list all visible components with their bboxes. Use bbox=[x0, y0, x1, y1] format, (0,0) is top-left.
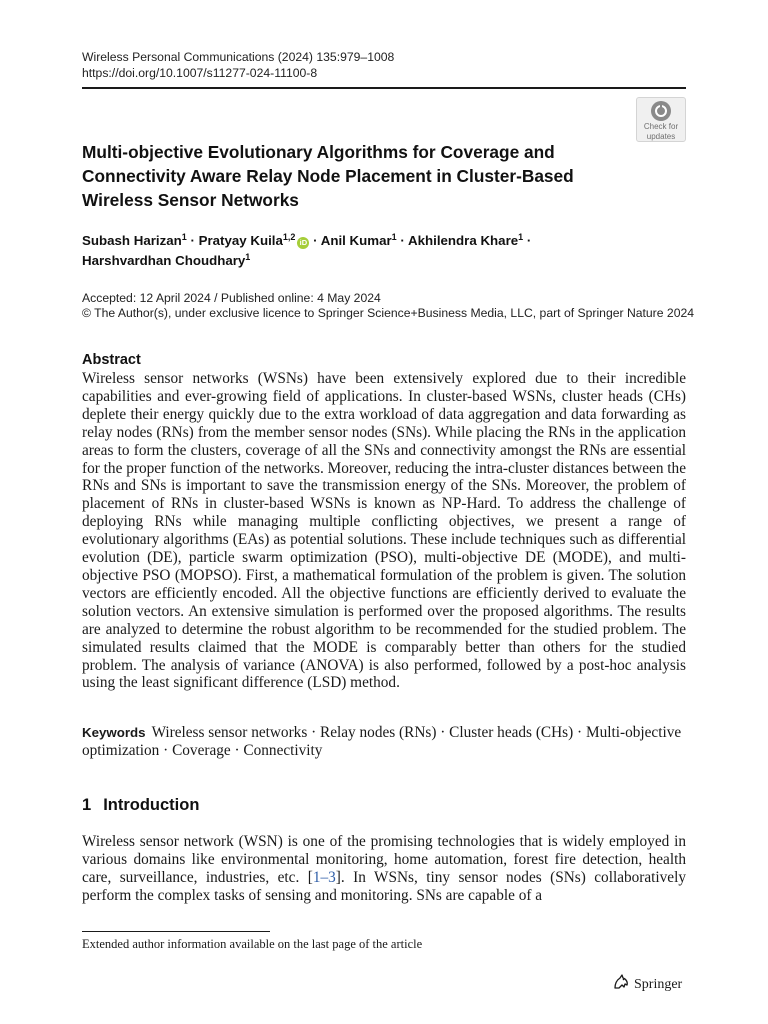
keywords-list: Wireless sensor networks · Relay nodes (RNs) · Cluster heads (CHs) · Multi-objective optimization · Coverage · Connectivity bbox=[82, 724, 682, 759]
author-affiliation: 1 bbox=[245, 252, 251, 262]
author-name: Subash Harizan bbox=[82, 233, 182, 248]
copyright-notice: © The Author(s), under exclusive licence to Springer Science+Business Media, LLC, part of Springer Nature 2024 bbox=[82, 306, 695, 320]
publication-dates: Accepted: 12 April 2024 / Published online: 4 May 2024 bbox=[82, 291, 381, 305]
header-rule bbox=[82, 87, 686, 89]
author-list bbox=[82, 231, 682, 271]
author-separator: · bbox=[313, 233, 321, 248]
section-heading bbox=[82, 795, 199, 815]
footnote-rule bbox=[82, 931, 270, 932]
citation-link[interactable]: 1–3 bbox=[312, 869, 336, 886]
keywords bbox=[82, 724, 686, 760]
badge-label-line2: updates bbox=[646, 132, 676, 141]
intro-text-end: ]. In WSNs, tiny sensor nodes (SNs) collaboratively perform the complex tasks of sensing and monitoring. SNs are capable of a bbox=[82, 869, 686, 904]
author-affiliation: 1 bbox=[518, 232, 524, 242]
author-affiliation: 1,2 bbox=[282, 232, 296, 242]
abstract-text: Wireless sensor networks (WSNs) have been extensively explored due to their incredible capabilities and ever-growing field of applications. In cluster-based WSNs, cluster heads (CHs) deplete their energy quickly due to the extra workload of data aggregation and data forwarding as relay nodes (RNs) from the member sensor nodes (SNs). While placing the RNs in the application areas to form the clusters, coverage of all the SNs and connectivity amongst the RNs are essential for the proper function of the networks. Moreover, reducing the intra-cluster distances between the RNs and SNs is important to save the transmission energy of the SNs. Moreover, the problem of placement of RNs in cluster-based WSNs is known as NP-Hard. To address the challenge of deploying RNs while managing multiple conflicting objectives, we present a range of evolutionary algorithms (EAs) as potential solutions. These include techniques such as differential evolution (DE), particle swarm optimization (PSO), multi-objective DE (MODE), and multi-objective PSO (MOPSO). First, a mathematical formulation of the problem is given. The solution vectors are efficiently encoded. All the objective functions are efficiently derived to evaluate the solution vectors. An extensive simulation is performed over the proposed algorithms. The results are analyzed to determine the robust algorithm to be recommended for the studied problem. The simulated results claimed that the MODE is comparably better than others for the studied problem. The analysis of variance (ANOVA) is also performed, followed by a post-hoc analysis using the least significant difference (LSD) method. bbox=[82, 370, 686, 692]
author-separator: · bbox=[400, 233, 409, 248]
journal-citation: Wireless Personal Communications (2024) 135:979–1008 bbox=[82, 50, 395, 64]
introduction-paragraph bbox=[82, 833, 686, 905]
paper-title: Multi-objective Evolutionary Algorithms for Coverage and Connectivity Aware Relay Node Placement in Cluster-Based Wireless Sensor Networks bbox=[82, 142, 574, 210]
author-name: Harshvardhan Choudhary bbox=[82, 253, 246, 268]
publisher-name: Springer bbox=[634, 976, 683, 992]
footnote: Extended author information available on the last page of the article bbox=[82, 937, 423, 951]
author-name: Akhilendra Khare bbox=[408, 233, 519, 248]
author-separator: · bbox=[526, 233, 532, 248]
crossmark-icon bbox=[651, 101, 671, 121]
author-affiliation: 1 bbox=[181, 232, 187, 242]
keywords-label: Keywords bbox=[82, 725, 146, 740]
intro-text-start: Wireless sensor network (WSN) is one of the promising technologies that is widely employed in various domains like environmental monitoring, home automation, forest fire detection, health care, surveillance, industries, etc. [ bbox=[82, 833, 686, 886]
badge-label-line1: Check for bbox=[643, 122, 679, 131]
author-separator: · bbox=[190, 233, 199, 248]
section-title: Introduction bbox=[103, 796, 200, 814]
author-name: Anil Kumar bbox=[320, 233, 392, 248]
author-name: Pratyay Kuila bbox=[198, 233, 283, 248]
author-affiliation: 1 bbox=[391, 232, 397, 242]
doi-link[interactable]: https://doi.org/10.1007/s11277-024-11100-8 bbox=[82, 66, 318, 80]
abstract-heading: Abstract bbox=[82, 352, 141, 368]
springer-horse-icon bbox=[612, 974, 630, 995]
orcid-icon[interactable]: iD bbox=[297, 237, 309, 249]
check-for-updates-badge[interactable] bbox=[636, 97, 686, 142]
section-number: 1 bbox=[82, 796, 92, 814]
publisher-logo bbox=[612, 974, 682, 995]
